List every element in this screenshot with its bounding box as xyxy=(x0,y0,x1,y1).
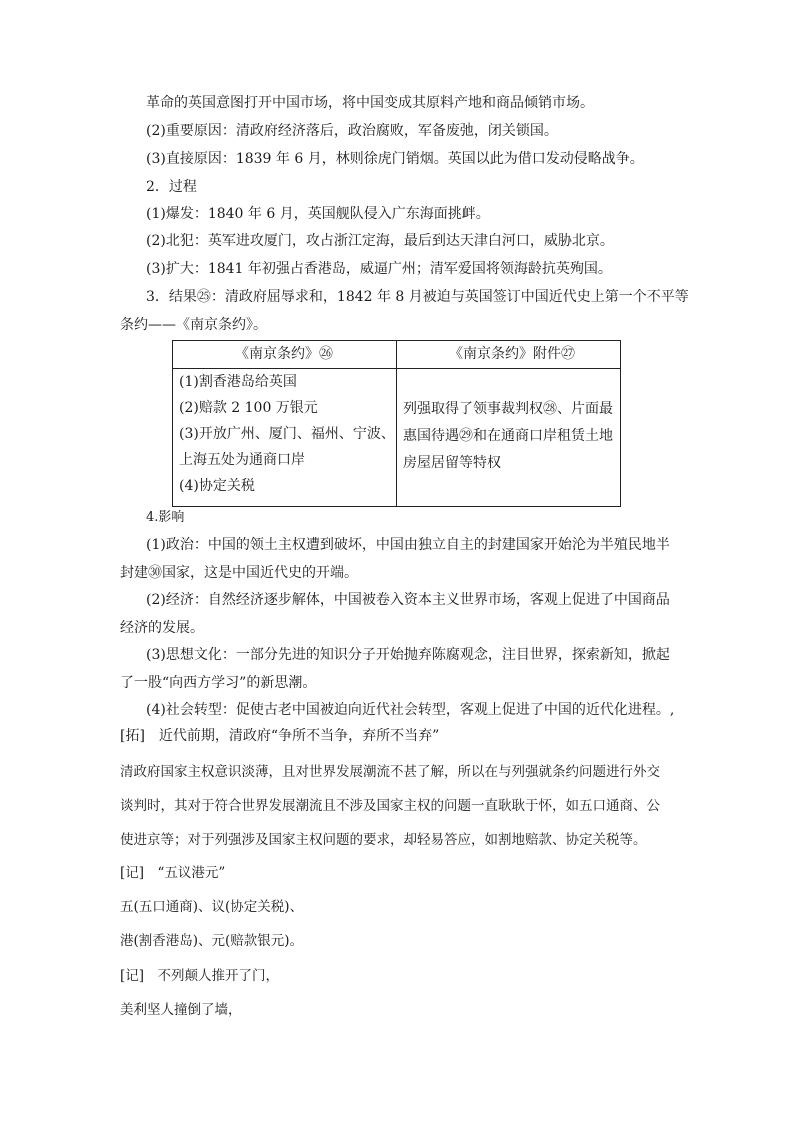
note-heading: [记] “五议港元” xyxy=(120,865,226,881)
text-line: (3)思想文化：一部分先进的知识分子开始抛弃陈腐观念，注目世界，探索新知，掀起 xyxy=(146,647,670,663)
text-line: 了一股“向西方学习”的新思潮。 xyxy=(120,675,317,691)
table-header-left: 《南京条约》㉖ xyxy=(235,346,333,362)
text-line: 使进京等；对于列强涉及国家主权问题的要求，却轻易答应，如割地赔款、协定关税等。 xyxy=(120,832,647,848)
text-line: (3)直接原因：1839 年 6 月，林则徐虎门销烟。英国以此为借口发动侵略战争。 xyxy=(146,151,644,167)
section-heading: 2．过程 xyxy=(146,179,197,195)
text-line: 谈判时，其对于符合世界发展潮流且不涉及国家主权的问题一直耿耿于怀，如五口通商、公 xyxy=(120,798,660,814)
table-cell-text: 房屋居留等特权 xyxy=(403,455,501,471)
text-line: 五(五口通商)、议(协定关税)、 xyxy=(120,899,304,915)
treaty-table xyxy=(172,340,621,507)
table-cell-item: (3)开放广州、厦门、福州、宁波、 xyxy=(179,426,395,442)
table-cell-item: (1)割香港岛给英国 xyxy=(179,374,297,390)
table-cell-item: 上海五处为通商口岸 xyxy=(179,452,305,468)
text-line: 封建㉚国家，这是中国近代史的开端。 xyxy=(120,565,358,581)
text-line: 清政府国家主权意识淡薄，且对世界发展潮流不甚了解，所以在与列强就条约问题进行外交 xyxy=(120,764,660,780)
table-header-right: 《南京条约》附件㉗ xyxy=(449,346,575,362)
text-line: (2)重要原因：清政府经济落后，政治腐败，军备废弛，闭关锁国。 xyxy=(146,123,558,139)
table-cell-text: 惠国待遇㉙和在通商口岸租赁土地 xyxy=(403,428,613,444)
text-line: (4)社会转型：促使古老中国被迫向近代社会转型，客观上促进了中国的近代化进程。, xyxy=(146,702,675,718)
table-cell-item: (2)赔款 2 100 万银元 xyxy=(179,400,318,416)
text-line: 革命的英国意图打开中国市场，将中国变成其原料产地和商品倾销市场。 xyxy=(146,95,594,111)
note-heading: [拓] 近代前期，清政府“争所不当争，弃所不当弃” xyxy=(120,728,440,744)
text-line: (3)扩大：1841 年初强占香港岛，威逼广州；清军爱国将领海龄抗英殉国。 xyxy=(146,261,612,277)
text-line: 3．结果㉕：清政府屈辱求和，1842 年 8 月被迫与英国签订中国近代史上第一个不平等 xyxy=(146,289,689,305)
text-line: (2)经济：自然经济逐步解体，中国被卷入资本主义世界市场，客观上促进了中国商品 xyxy=(146,592,670,608)
text-line: 经济的发展。 xyxy=(120,620,204,636)
note-heading: [记] 不列颠人推开了门， xyxy=(120,968,280,984)
table-cell-item: (4)协定关税 xyxy=(179,478,255,494)
text-line: (2)北犯：英军进攻厦门，攻占浙江定海，最后到达天津白河口，威胁北京。 xyxy=(146,233,614,249)
text-line: (1)爆发：1840 年 6 月，英国舰队侵入广东海面挑衅。 xyxy=(146,206,490,222)
text-line: (1)政治：中国的领土主权遭到破坏，中国由独立自主的封建国家开始沦为半殖民地半 xyxy=(146,537,670,553)
text-line: 条约——《南京条约》。 xyxy=(120,317,267,333)
table-cell-text: 列强取得了领事裁判权㉘、片面最 xyxy=(403,401,613,417)
text-line: 美利坚人撞倒了墙， xyxy=(120,1002,242,1018)
section-heading: 4.影响 xyxy=(146,510,185,525)
table-divider xyxy=(396,341,397,506)
text-line: 港(割香港岛)、元(赔款银元)。 xyxy=(120,933,304,949)
